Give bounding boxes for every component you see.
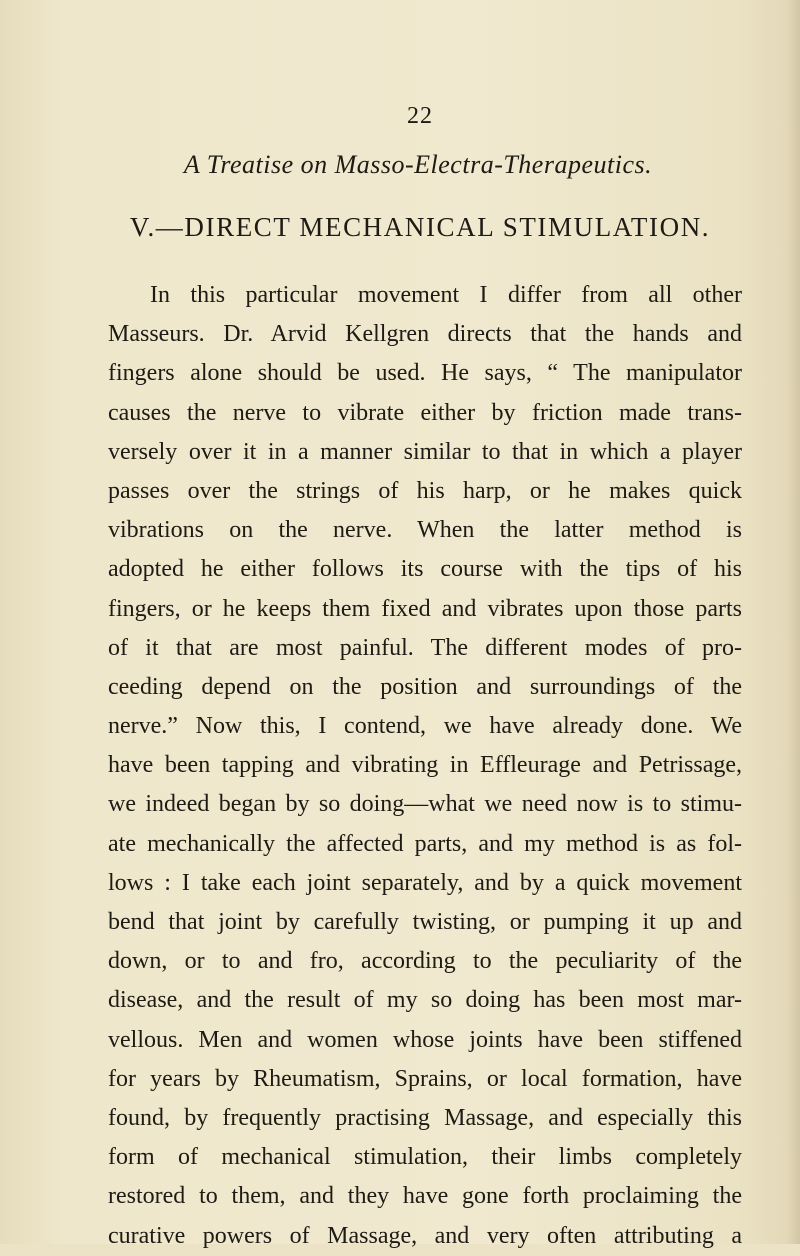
text-line: disease, and the result of my so doing has been most mar- <box>108 987 742 1014</box>
text-line: In this particular movement I differ from all other <box>150 282 742 308</box>
section-heading: V.—DIRECT MECHANICAL STIMULATION. <box>129 212 711 242</box>
text-line: form of mechanical stimulation, their limbs completely <box>108 1144 742 1171</box>
page-number: 22 <box>407 103 433 129</box>
text-line: curative powers of Massage, and very often attributing a <box>108 1222 742 1249</box>
text-line: ate mechanically the affected parts, and my method is as fol- <box>108 830 742 857</box>
text-line: fingers, or he keeps them fixed and vibrates upon those parts <box>108 595 742 622</box>
text-line: bend that joint by carefully twisting, or pumping it up and <box>108 909 742 935</box>
text-line: lows : I take each joint separately, and by a quick movement <box>108 869 742 896</box>
text-line: nerve.” Now this, I contend, we have already done. We <box>108 713 742 740</box>
text-line: restored to them, and they have gone forth proclaiming the <box>108 1183 742 1210</box>
body-paragraph <box>108 276 742 1256</box>
text-line: causes the nerve to vibrate either by friction made trans- <box>108 399 742 426</box>
text-line: of it that are most painful. The different modes of pro- <box>108 634 742 661</box>
text-line: Masseurs. Dr. Arvid Kellgren directs that the hands and <box>108 321 742 348</box>
page-edge-shadow <box>786 0 800 1244</box>
text-line: down, or to and fro, according to the peculiarity of the <box>108 948 742 975</box>
running-title: A Treatise on Masso-Electra-Therapeutics. <box>183 150 653 179</box>
text-line: have been tapping and vibrating in Effleurage and Petrissage, <box>108 752 742 779</box>
text-line: for years by Rheumatism, Sprains, or local formation, have <box>108 1065 742 1092</box>
text-line: ceeding depend on the position and surroundings of the <box>108 673 742 700</box>
text-line: found, by frequently practising Massage, and especially this <box>108 1104 742 1131</box>
text-line: vellous. Men and women whose joints have been stiffened <box>108 1026 742 1053</box>
text-line: fingers alone should be used. He says, “ The manipulator <box>108 360 742 387</box>
text-line: vibrations on the nerve. When the latter method is <box>108 517 742 544</box>
text-line: adopted he either follows its course with the tips of his <box>108 556 742 583</box>
text-line: we indeed began by so doing—what we need now is to stimu- <box>108 791 742 818</box>
text-line: passes over the strings of his harp, or he makes quick <box>108 477 742 504</box>
text-line: versely over it in a manner similar to that in which a player <box>108 438 742 465</box>
